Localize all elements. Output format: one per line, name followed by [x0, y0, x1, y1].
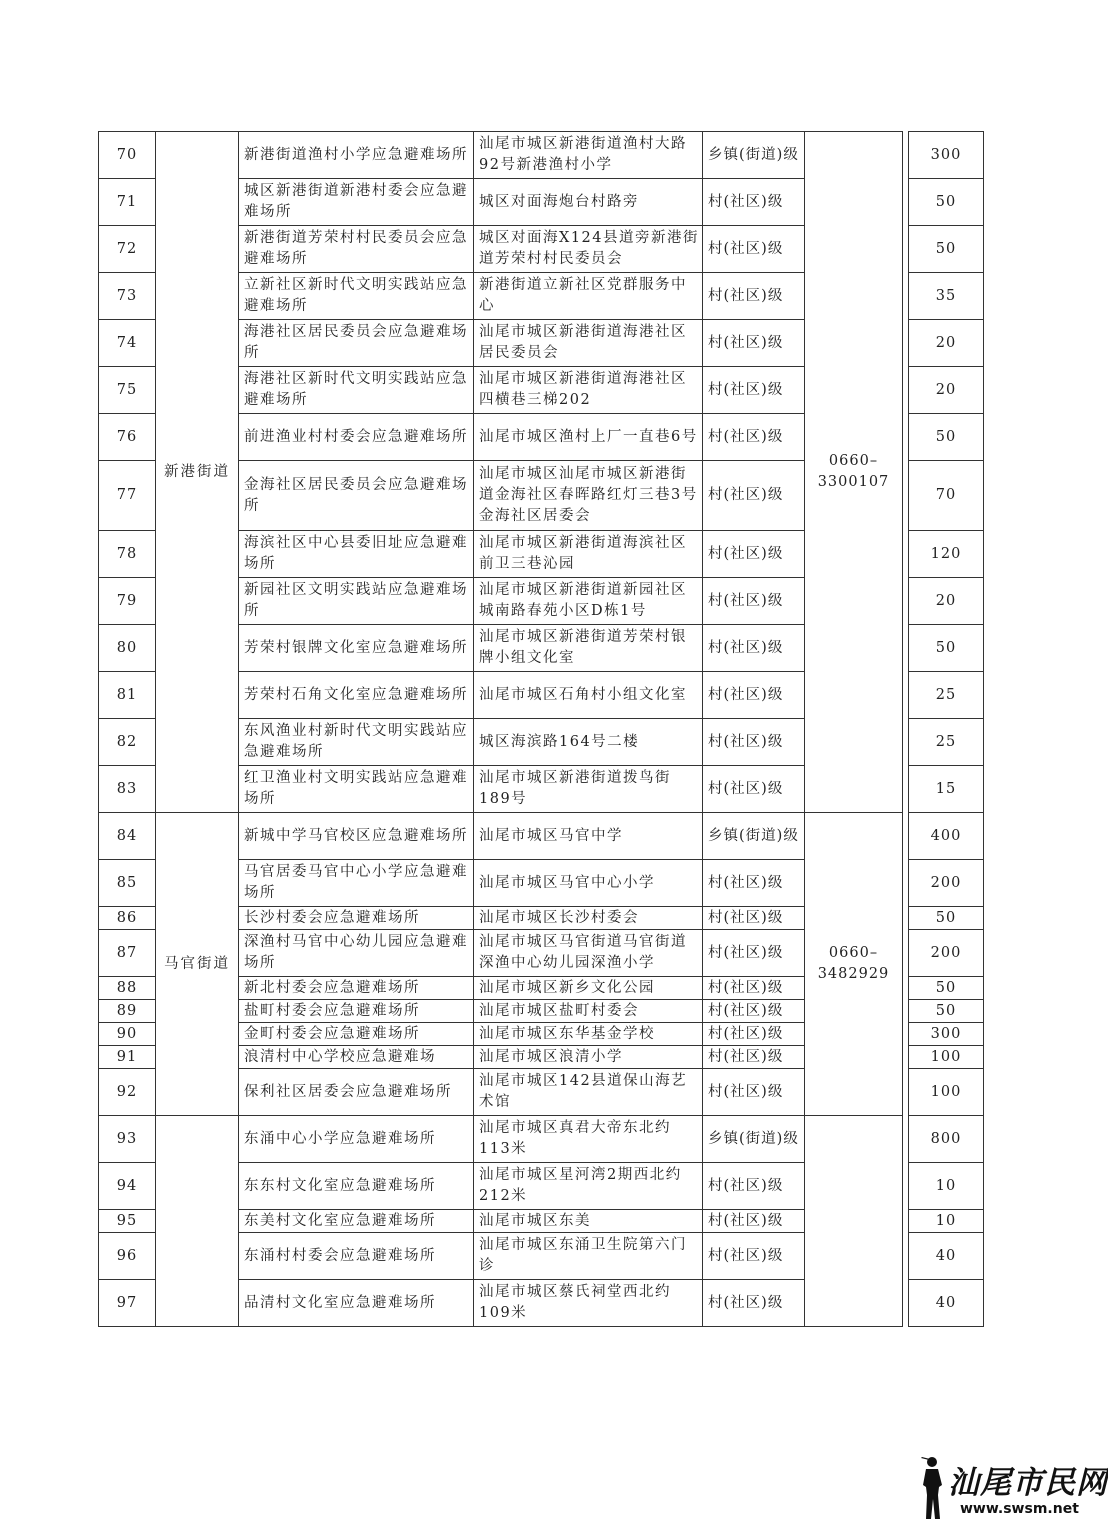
shelter-level: 村(社区)级 — [703, 1163, 805, 1210]
shelter-capacity: 50 — [909, 226, 984, 273]
shelter-name: 城区新港街道新港村委会应急避难场所 — [239, 179, 474, 226]
shelter-capacity: 20 — [909, 578, 984, 625]
shelter-name: 东涌村村委会应急避难场所 — [239, 1233, 474, 1280]
shelter-level: 村(社区)级 — [703, 578, 805, 625]
shelter-name: 芳荣村银牌文化室应急避难场所 — [239, 625, 474, 672]
row-number: 90 — [99, 1023, 156, 1046]
shelter-capacity: 40 — [909, 1233, 984, 1280]
shelter-name: 新城中学马官校区应急避难场所 — [239, 813, 474, 860]
row-number: 96 — [99, 1233, 156, 1280]
row-number: 97 — [99, 1280, 156, 1327]
shelter-address: 汕尾市城区东华基金学校 — [474, 1023, 703, 1046]
shelter-address: 汕尾市城区东美 — [474, 1210, 703, 1233]
shelter-address: 城区对面海X124县道旁新港街道芳荣村村民委员会 — [474, 226, 703, 273]
shelter-address: 汕尾市城区新港街道芳荣村银牌小组文化室 — [474, 625, 703, 672]
shelter-capacity: 10 — [909, 1163, 984, 1210]
shelter-level: 村(社区)级 — [703, 1280, 805, 1327]
shelter-name: 深渔村马官中心幼儿园应急避难场所 — [239, 930, 474, 977]
row-number: 72 — [99, 226, 156, 273]
shelter-address: 汕尾市城区新港街道海滨社区前卫三巷沁园 — [474, 531, 703, 578]
shelter-name: 保利社区居委会应急避难场所 — [239, 1069, 474, 1116]
row-number: 94 — [99, 1163, 156, 1210]
shelter-address: 汕尾市城区浪清小学 — [474, 1046, 703, 1069]
row-number: 82 — [99, 719, 156, 766]
row-number: 70 — [99, 132, 156, 179]
shelter-level: 乡镇(街道)级 — [703, 1116, 805, 1163]
shelter-capacity: 10 — [909, 1210, 984, 1233]
contact-phone: 0660–3482929 — [805, 813, 903, 1116]
shelter-level: 村(社区)级 — [703, 672, 805, 719]
shelter-capacity: 300 — [909, 1023, 984, 1046]
row-number: 76 — [99, 414, 156, 461]
shelter-level: 村(社区)级 — [703, 531, 805, 578]
shelter-address: 汕尾市城区马官中心小学 — [474, 860, 703, 907]
shelter-level: 村(社区)级 — [703, 625, 805, 672]
shelter-name: 海港社区新时代文明实践站应急避难场所 — [239, 367, 474, 414]
shelter-capacity: 50 — [909, 1000, 984, 1023]
row-number: 87 — [99, 930, 156, 977]
shelter-level: 村(社区)级 — [703, 1069, 805, 1116]
shelter-level: 村(社区)级 — [703, 1023, 805, 1046]
shelter-level: 村(社区)级 — [703, 719, 805, 766]
shelter-level: 村(社区)级 — [703, 320, 805, 367]
shelter-level: 乡镇(街道)级 — [703, 813, 805, 860]
shelter-level: 村(社区)级 — [703, 766, 805, 813]
row-number: 91 — [99, 1046, 156, 1069]
shelter-name: 金町村委会应急避难场所 — [239, 1023, 474, 1046]
row-number: 80 — [99, 625, 156, 672]
shelter-address: 城区海滨路164号二楼 — [474, 719, 703, 766]
shelter-name: 芳荣村石角文化室应急避难场所 — [239, 672, 474, 719]
shelter-level: 村(社区)级 — [703, 1210, 805, 1233]
shelter-name: 新港街道芳荣村村民委员会应急避难场所 — [239, 226, 474, 273]
shelter-address: 汕尾市城区新港街道新园社区城南路春苑小区D栋1号 — [474, 578, 703, 625]
table-body — [99, 132, 984, 1327]
row-number: 86 — [99, 907, 156, 930]
shelter-address: 汕尾市城区新港街道渔村大路92号新港渔村小学 — [474, 132, 703, 179]
shelter-name: 红卫渔业村文明实践站应急避难场所 — [239, 766, 474, 813]
shelter-address: 汕尾市城区新港街道海港社区四横巷三梯202 — [474, 367, 703, 414]
shelter-level: 村(社区)级 — [703, 907, 805, 930]
row-number: 85 — [99, 860, 156, 907]
shelter-level: 村(社区)级 — [703, 977, 805, 1000]
shelter-capacity: 50 — [909, 907, 984, 930]
shelter-address: 汕尾市城区渔村上厂一直巷6号 — [474, 414, 703, 461]
shelter-level: 村(社区)级 — [703, 414, 805, 461]
shelter-level: 村(社区)级 — [703, 930, 805, 977]
shelter-address: 汕尾市城区盐町村委会 — [474, 1000, 703, 1023]
shelter-name: 东美村文化室应急避难场所 — [239, 1210, 474, 1233]
shelter-name: 前进渔业村村委会应急避难场所 — [239, 414, 474, 461]
shelter-name: 东东村文化室应急避难场所 — [239, 1163, 474, 1210]
district-cell — [156, 1116, 239, 1327]
shelter-level: 村(社区)级 — [703, 273, 805, 320]
table-row — [99, 813, 984, 860]
shelter-address: 新港街道立新社区党群服务中心 — [474, 273, 703, 320]
shelter-capacity: 120 — [909, 531, 984, 578]
shelter-address: 汕尾市城区石角村小组文化室 — [474, 672, 703, 719]
shelter-address: 汕尾市城区新港街道海港社区居民委员会 — [474, 320, 703, 367]
shelter-capacity: 40 — [909, 1280, 984, 1327]
row-number: 79 — [99, 578, 156, 625]
row-number: 77 — [99, 461, 156, 531]
shelter-name: 立新社区新时代文明实践站应急避难场所 — [239, 273, 474, 320]
shelter-capacity: 100 — [909, 1069, 984, 1116]
shelter-capacity: 20 — [909, 367, 984, 414]
shelter-address: 城区对面海炮台村路旁 — [474, 179, 703, 226]
shelter-address: 汕尾市城区马官街道马官街道深渔中心幼儿园深渔小学 — [474, 930, 703, 977]
shelter-capacity: 25 — [909, 672, 984, 719]
fisherman-figure-icon — [918, 1455, 948, 1521]
shelter-capacity: 100 — [909, 1046, 984, 1069]
shelter-address: 汕尾市城区新港街道拨鸟街189号 — [474, 766, 703, 813]
shelter-level: 村(社区)级 — [703, 461, 805, 531]
shelter-table — [98, 131, 984, 1327]
shelter-address: 汕尾市城区马官中学 — [474, 813, 703, 860]
shelter-capacity: 50 — [909, 625, 984, 672]
shelter-address: 汕尾市城区真君大帝东北约113米 — [474, 1116, 703, 1163]
shelter-capacity: 35 — [909, 273, 984, 320]
shelter-capacity: 70 — [909, 461, 984, 531]
row-number: 93 — [99, 1116, 156, 1163]
table-row — [99, 1116, 984, 1163]
shelter-capacity: 20 — [909, 320, 984, 367]
district-cell: 马官街道 — [156, 813, 239, 1116]
row-number: 75 — [99, 367, 156, 414]
contact-phone: 0660–3300107 — [805, 132, 903, 813]
shelter-name: 东涌中心小学应急避难场所 — [239, 1116, 474, 1163]
row-number: 92 — [99, 1069, 156, 1116]
shelter-address: 汕尾市城区蔡氏祠堂西北约109米 — [474, 1280, 703, 1327]
shelter-name: 浪清村中心学校应急避难场 — [239, 1046, 474, 1069]
watermark-site-name: 汕尾市民网 — [948, 1465, 1108, 1501]
shelter-name: 新北村委会应急避难场所 — [239, 977, 474, 1000]
shelter-name: 海滨社区中心县委旧址应急避难场所 — [239, 531, 474, 578]
shelter-name: 新港街道渔村小学应急避难场所 — [239, 132, 474, 179]
row-number: 73 — [99, 273, 156, 320]
watermark — [918, 1455, 1108, 1525]
shelter-name: 马官居委马官中心小学应急避难场所 — [239, 860, 474, 907]
shelter-name: 长沙村委会应急避难场所 — [239, 907, 474, 930]
shelter-capacity: 800 — [909, 1116, 984, 1163]
shelter-name: 海港社区居民委员会应急避难场所 — [239, 320, 474, 367]
shelter-level: 村(社区)级 — [703, 226, 805, 273]
shelter-capacity: 25 — [909, 719, 984, 766]
shelter-capacity: 50 — [909, 179, 984, 226]
shelter-level: 乡镇(街道)级 — [703, 132, 805, 179]
shelter-capacity: 15 — [909, 766, 984, 813]
shelter-level: 村(社区)级 — [703, 367, 805, 414]
row-number: 95 — [99, 1210, 156, 1233]
shelter-capacity: 400 — [909, 813, 984, 860]
shelter-address: 汕尾市城区星河湾2期西北约212米 — [474, 1163, 703, 1210]
row-number: 88 — [99, 977, 156, 1000]
row-number: 71 — [99, 179, 156, 226]
row-number: 74 — [99, 320, 156, 367]
watermark-url: www.swsm.net — [960, 1501, 1079, 1517]
row-number: 78 — [99, 531, 156, 578]
shelter-level: 村(社区)级 — [703, 1046, 805, 1069]
shelter-capacity: 50 — [909, 977, 984, 1000]
shelter-level: 村(社区)级 — [703, 860, 805, 907]
shelter-name: 新园社区文明实践站应急避难场所 — [239, 578, 474, 625]
shelter-name: 品清村文化室应急避难场所 — [239, 1280, 474, 1327]
row-number: 89 — [99, 1000, 156, 1023]
shelter-capacity: 300 — [909, 132, 984, 179]
shelter-address: 汕尾市城区长沙村委会 — [474, 907, 703, 930]
shelter-capacity: 200 — [909, 930, 984, 977]
shelter-address: 汕尾市城区142县道保山海艺术馆 — [474, 1069, 703, 1116]
contact-phone — [805, 1116, 903, 1327]
shelter-capacity: 50 — [909, 414, 984, 461]
shelter-level: 村(社区)级 — [703, 1000, 805, 1023]
row-number: 81 — [99, 672, 156, 719]
row-number: 83 — [99, 766, 156, 813]
shelter-capacity: 200 — [909, 860, 984, 907]
shelter-name: 金海社区居民委员会应急避难场所 — [239, 461, 474, 531]
table-row — [99, 132, 984, 179]
shelter-name: 盐町村委会应急避难场所 — [239, 1000, 474, 1023]
shelter-name: 东风渔业村新时代文明实践站应急避难场所 — [239, 719, 474, 766]
shelter-level: 村(社区)级 — [703, 179, 805, 226]
shelter-address: 汕尾市城区汕尾市城区新港街道金海社区春晖路红灯三巷3号金海社区居委会 — [474, 461, 703, 531]
shelter-level: 村(社区)级 — [703, 1233, 805, 1280]
shelter-address: 汕尾市城区新乡文化公园 — [474, 977, 703, 1000]
shelter-address: 汕尾市城区东涌卫生院第六门诊 — [474, 1233, 703, 1280]
district-cell: 新港街道 — [156, 132, 239, 813]
row-number: 84 — [99, 813, 156, 860]
